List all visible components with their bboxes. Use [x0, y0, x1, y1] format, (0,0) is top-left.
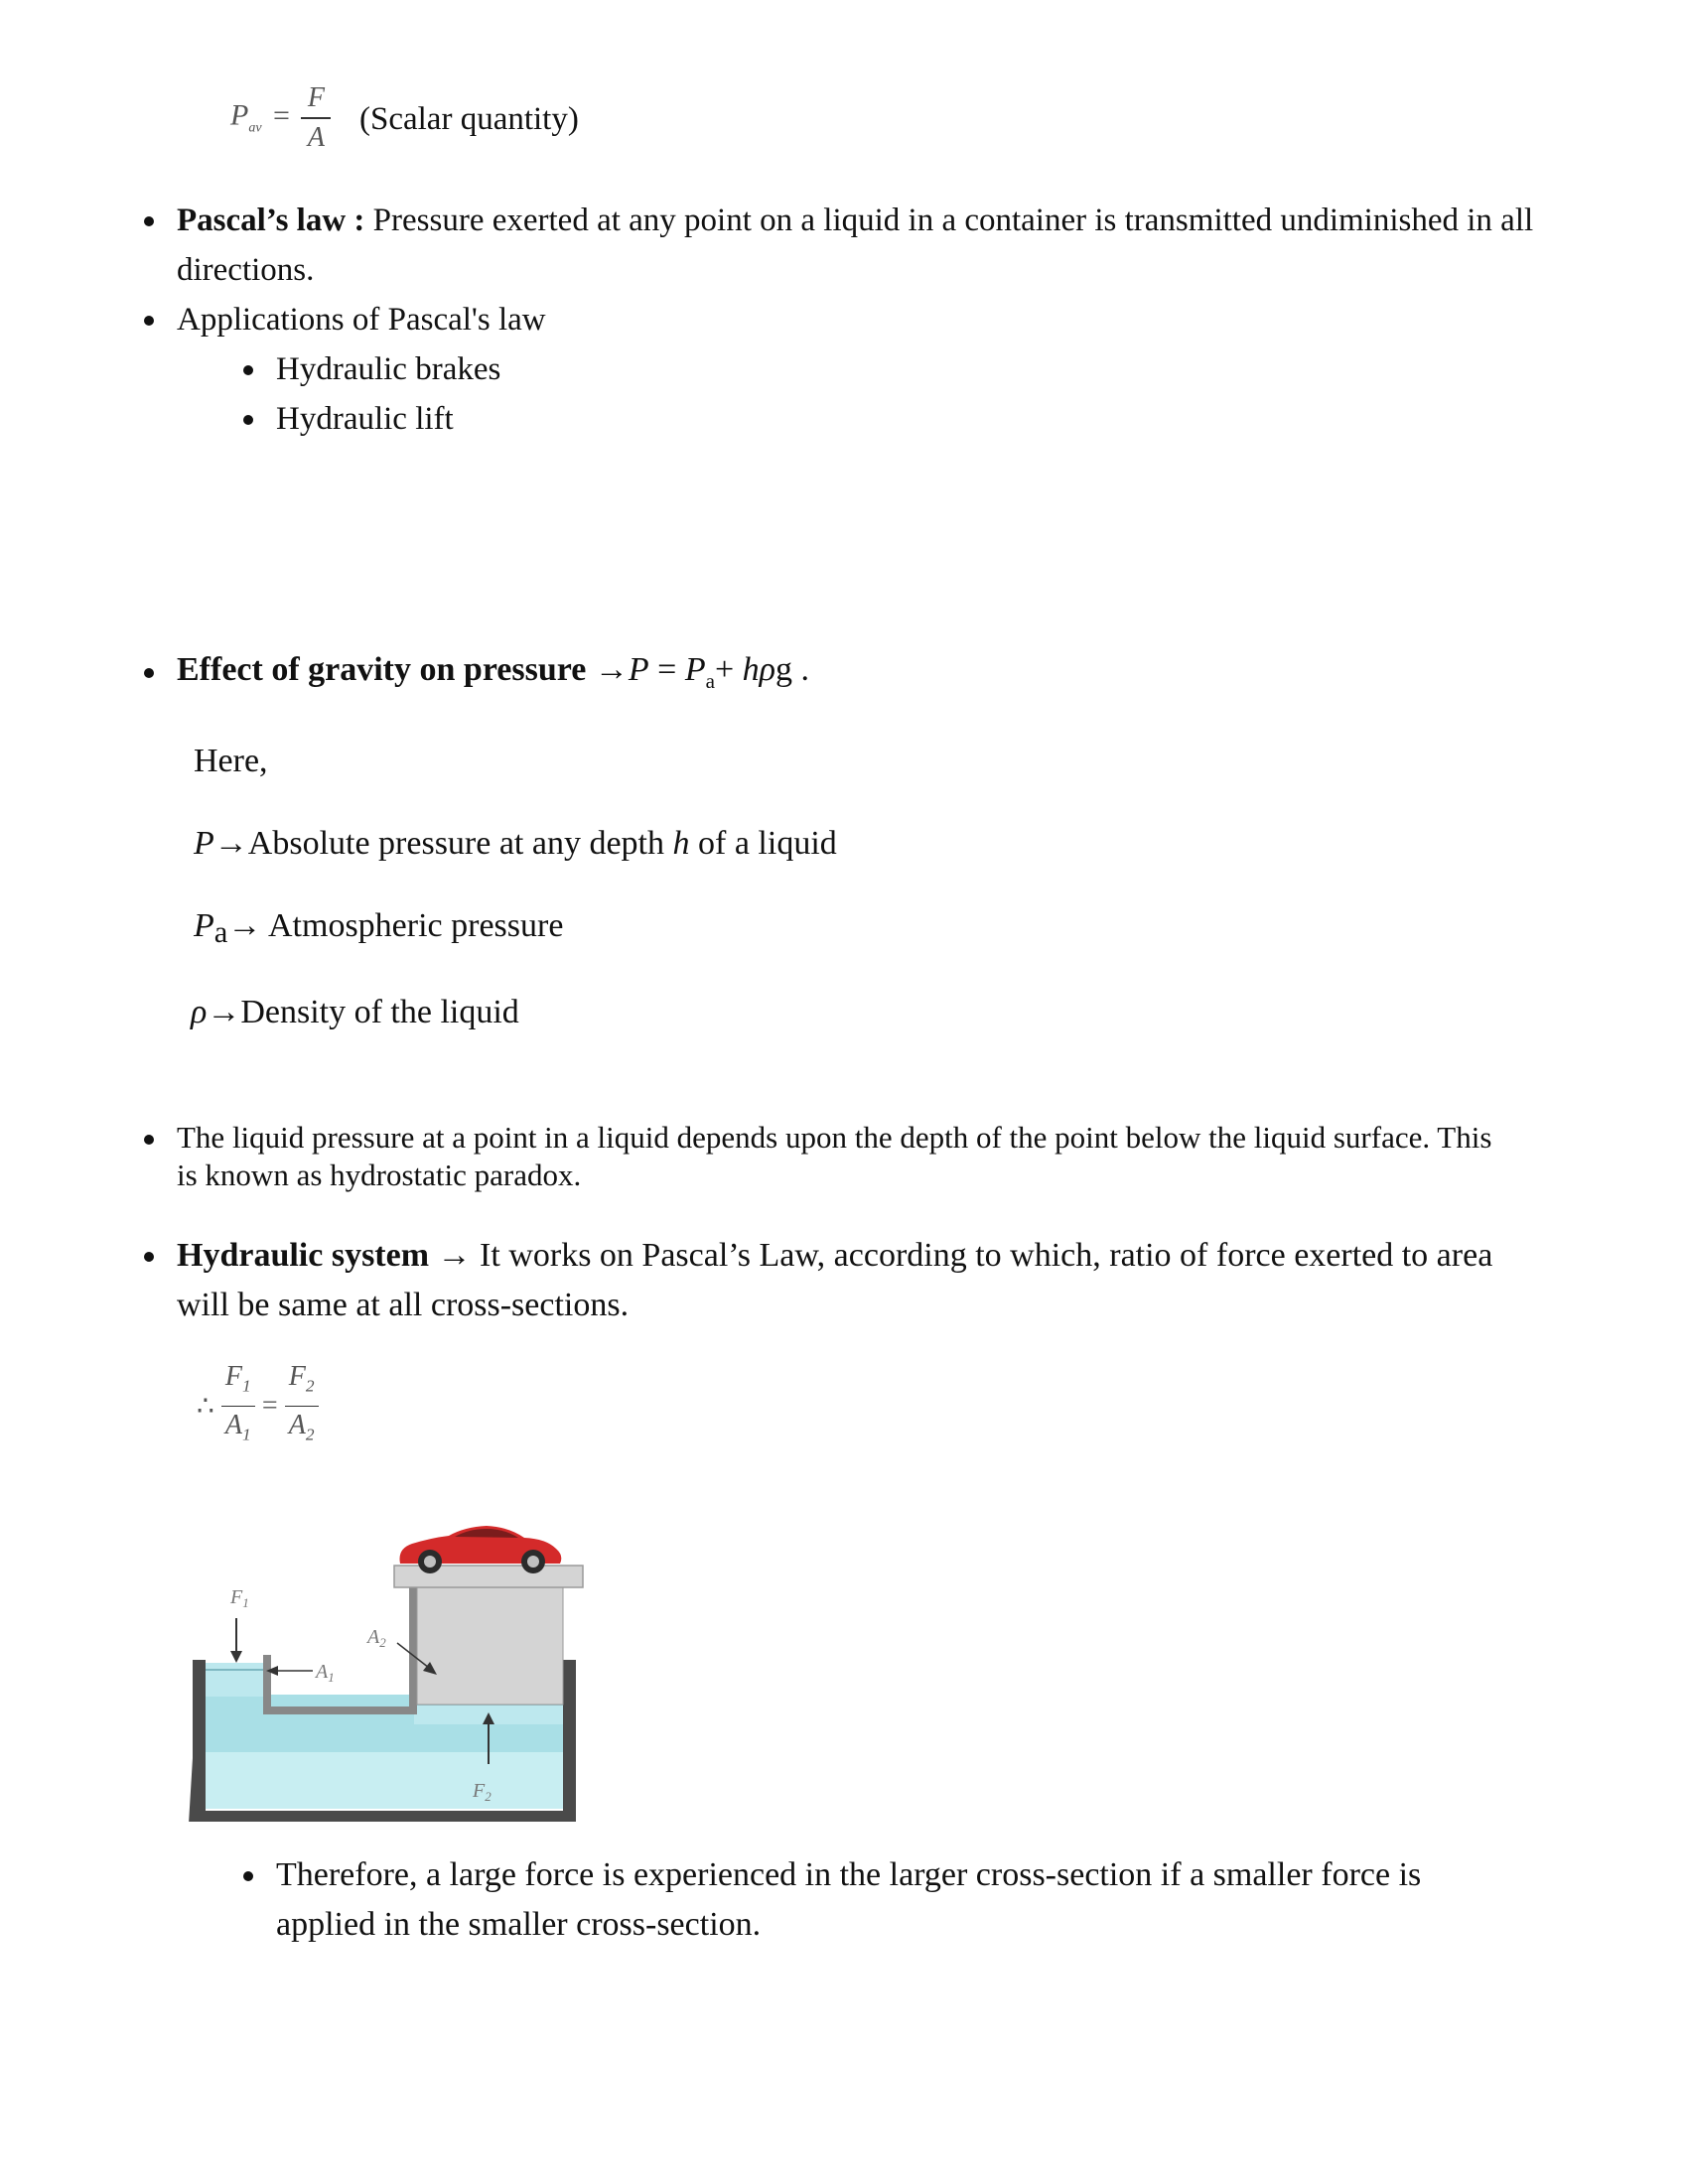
bullet — [144, 668, 154, 678]
def-pa-text: → Atmospheric pressure — [227, 907, 564, 944]
a1-pointer-icon — [266, 1666, 313, 1676]
therefore-symbol: ∴ — [197, 1391, 214, 1423]
hydraulic-text: → It works on Pascal’s Law, according to which, ratio of force exerted to area — [429, 1237, 1493, 1274]
gravity-eq-plus: + — [714, 651, 743, 688]
bullet — [144, 216, 154, 226]
ratio-equals: = — [261, 1390, 278, 1422]
application-item-hydraulic-lift: Hydraulic lift — [276, 401, 454, 437]
formula-denominator: A — [307, 121, 326, 153]
hydraulic-lift-diagram — [189, 1524, 586, 1822]
def-p-text1: Absolute pressure at any depth — [247, 825, 673, 862]
label-a2: $A_2$ — [367, 1626, 386, 1650]
label-a1: $A_1$ — [316, 1661, 335, 1685]
definition-atmospheric-pressure — [194, 901, 563, 957]
gravity-eq-equals: = — [648, 651, 685, 688]
def-p-arrow: → — [213, 825, 248, 862]
gravity-arrow: → — [594, 651, 629, 688]
application-item-hydraulic-brakes: Hydraulic brakes — [276, 351, 501, 387]
gravity-title: Effect of gravity on pressure — [177, 651, 587, 688]
hydraulic-text-cont: will be same at all cross-sections. — [177, 1287, 630, 1323]
bullet — [144, 316, 154, 326]
hydraulic-title: Hydraulic system — [177, 1237, 430, 1274]
scalar-note: (Scalar quantity) — [359, 101, 579, 137]
ratio-formula — [197, 1360, 319, 1452]
label-f2: $F_2$ — [473, 1780, 492, 1804]
ratio-num1-sub: 1 — [242, 1376, 251, 1396]
def-pa-symbol: P — [194, 907, 214, 944]
def-p-text2: of a liquid — [689, 825, 837, 862]
gravity-eq-pa: P — [684, 651, 706, 688]
large-piston-body — [417, 1583, 563, 1705]
bullet — [144, 1135, 154, 1145]
pascal-law-text-cont: directions. — [177, 252, 315, 288]
formula-lhs-sub: av — [248, 120, 262, 136]
ratio-den2: A — [288, 1410, 306, 1441]
f1-arrow-icon — [230, 1618, 242, 1663]
bullet — [243, 1871, 253, 1881]
gravity-eq-hrho: hρ — [742, 651, 775, 688]
partition-top-left — [263, 1655, 271, 1663]
paradox-line2: is known as hydrostatic paradox. — [177, 1158, 582, 1192]
ratio-num2: F — [288, 1361, 306, 1392]
label-f1: $F_1$ — [230, 1586, 249, 1610]
conclusion-line2: applied in the smaller cross-section. — [276, 1906, 762, 1943]
def-pa-sub: a — [213, 915, 228, 949]
def-rho-symbol: ρ — [191, 994, 208, 1030]
pascal-law-title: Pascal’s law : — [177, 203, 365, 238]
here-label: Here, — [194, 743, 268, 779]
liquid-bottom-gradient — [206, 1752, 563, 1809]
definition-absolute-pressure — [194, 819, 837, 869]
ratio-den1-sub: 1 — [242, 1425, 251, 1444]
def-p-h: h — [672, 825, 690, 862]
bullet — [144, 1252, 154, 1262]
container-left-wall — [193, 1660, 206, 1822]
liquid-left-column — [206, 1663, 263, 1697]
container-base — [193, 1811, 576, 1822]
bullet — [243, 365, 253, 375]
gravity-eq-a: a — [705, 668, 715, 693]
def-rho-text: →Density of the liquid — [207, 994, 519, 1030]
applications-title: Applications of Pascal's law — [177, 302, 546, 338]
formula-numerator: F — [307, 82, 326, 113]
pascal-law-paragraph — [177, 196, 1567, 245]
ratio-fraction-2 — [285, 1360, 319, 1452]
ratio-den2-sub: 2 — [305, 1425, 315, 1444]
formula-lhs: P — [230, 98, 249, 132]
formula-fraction — [301, 81, 331, 155]
ratio-fraction-1 — [221, 1360, 255, 1452]
def-p-symbol: P — [194, 825, 214, 862]
definition-density — [191, 988, 519, 1037]
formula-equals: = — [273, 98, 290, 132]
ratio-num1: F — [224, 1361, 243, 1392]
paradox-line1: The liquid pressure at a point in a liquid depends upon the depth of the point below the liquid surface. This — [177, 1120, 1492, 1155]
gravity-eq-g: g . — [774, 651, 809, 688]
ratio-num2-sub: 2 — [305, 1376, 315, 1396]
gravity-heading — [177, 645, 809, 706]
bullet — [243, 415, 253, 425]
conclusion-line1: Therefore, a large force is experienced in the larger cross-section if a smaller force is — [276, 1856, 1422, 1893]
average-pressure-formula — [230, 81, 331, 155]
pascal-law-text: Pressure exerted at any point on a liquid in a container is transmitted undiminished in all — [364, 203, 1534, 238]
ratio-den1: A — [224, 1410, 243, 1441]
hydraulic-paragraph — [177, 1231, 1617, 1281]
gravity-eq-p: P — [628, 651, 649, 688]
container-right-wall — [563, 1660, 576, 1822]
